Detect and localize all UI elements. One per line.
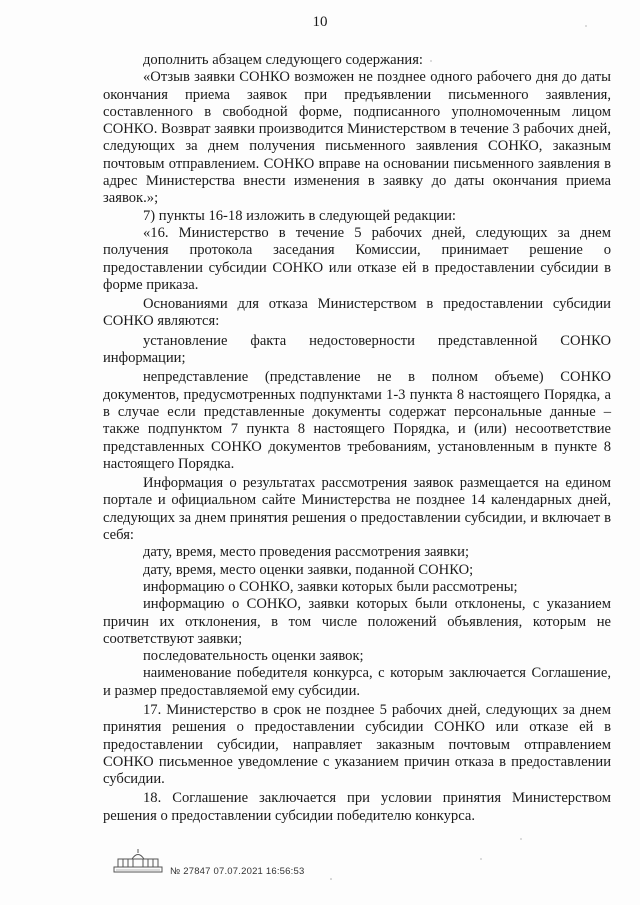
paragraph: информацию о СОНКО, заявки которых были отклонены, с указанием причин их отклонения, в том числе положений объявления, которым не соответствуют заявки; (103, 596, 611, 647)
page-number: 10 (312, 14, 328, 30)
paragraph: дополнить абзацем следующего содержания: (143, 52, 423, 68)
paragraph: установление факта недостоверности представленной СОНКО информации; (103, 332, 611, 367)
paragraph: дату, время, место проведения рассмотрения заявки; (143, 544, 469, 561)
paragraph: последовательность оценки заявок; (143, 648, 364, 665)
paragraph: наименование победителя конкурса, с которым заключается Соглашение, и размер предоставляемой ему субсидии. (103, 665, 611, 699)
scan-speck (430, 60, 432, 62)
paragraph: непредставление (представление не в полном объеме) СОНКО документов, предусмотренных подпунктами 1-3 пункта 8 настоящего Порядка, а в случае если представленные документы содержат персональные данные – также подпунктом 7 пункта 8 настоящего Порядка, и (или) несоответствие представленных СОНКО документов требованиям, установленным в пункте 8 настоящего Порядка. (103, 369, 611, 472)
scan-speck (250, 440, 252, 442)
paragraph: «16. Министерство в течение 5 рабочих дней, следующих за днем получения протокола заседания Комиссии, принимает решение о предоставлении субсидии СОНКО или отказе ей в предоставлении субсидии в форме приказа. (103, 224, 611, 293)
paragraph: 18. Соглашение заключается при условии принятия Министерством решения о предоставлении субсидии победителю конкурса. (103, 790, 611, 824)
paragraph: Основаниями для отказа Министерством в предоставлении субсидии СОНКО являются: (103, 296, 611, 330)
paragraph: дату, время, место оценки заявки, поданной СОНКО; (143, 561, 474, 578)
scan-speck (585, 25, 587, 27)
scan-speck (330, 878, 332, 880)
paragraph: 7) пункты 16-18 изложить в следующей редакции: (143, 207, 456, 224)
document-body (103, 52, 611, 825)
paragraph: «Отзыв заявки СОНКО возможен не позднее одного рабочего дня до даты окончания приема заявок при предъявлении письменного заявления, составленного в свободной форме, подписанного уполномоченным лицом СОНКО. Возврат заявки производится Министерством в течение 3 рабочих дней, следующих за днем получения письменного заявления СОНКО, заказным почтовым отправлением. СОНКО вправе на основании письменного заявления в адрес Министерства внести изменения в заявку до даты окончания приема заявок.»; (103, 69, 611, 207)
scan-speck (520, 838, 522, 840)
paragraph: 17. Министерство в срок не позднее 5 рабочих дней, следующих за днем принятия решения о предоставлении субсидии СОНКО или отказе ей в предоставлении субсидии, направляет заказным почтовым отправлением СОНКО письменное уведомление с указанием причин отказа в предоставлении субсидии. (103, 701, 611, 788)
building-emblem-icon (112, 848, 164, 874)
paragraph: информацию о СОНКО, заявки которых были рассмотрены; (143, 578, 518, 595)
paragraph: Информация о результатах рассмотрения заявок размещается на едином портале и официальном сайте Министерства не позднее 14 календарных дней, следующих за днем принятия решения о предоставлении субсидии, и включает в себя: (103, 475, 611, 544)
scan-speck (480, 858, 482, 860)
document-registration-footer: № 27847 07.07.2021 16:56:53 (170, 866, 305, 877)
